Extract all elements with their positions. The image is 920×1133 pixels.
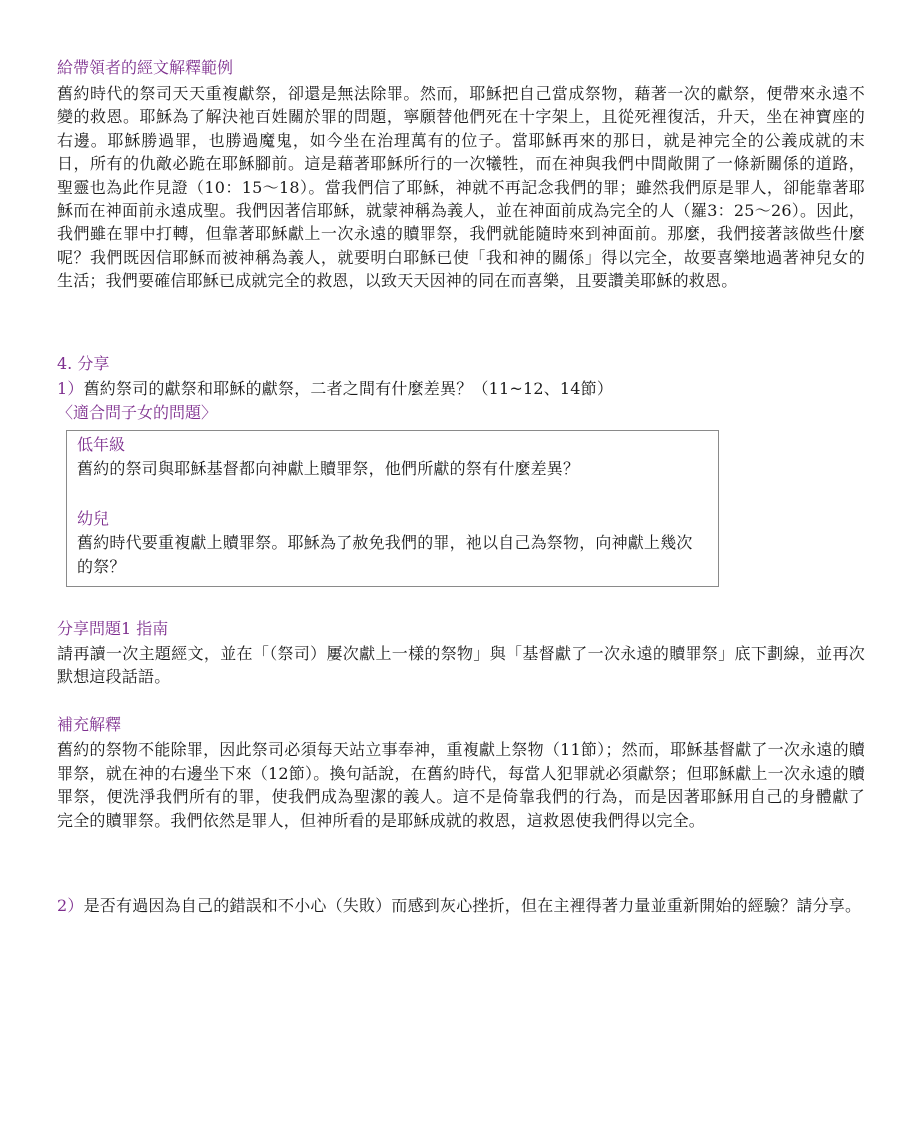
kids-questions-box — [66, 430, 719, 587]
share-guide-body: 請再讀一次主題經文，並在「（祭司）屢次獻上一樣的祭物」與「基督獻了一次永遠的贖罪祭」底下劃線，並再次默想這段話語。 — [57, 643, 865, 687]
share-guide-heading: 分享問題1 指南 — [57, 618, 169, 638]
share-section-heading: 4. 分享 — [57, 353, 110, 373]
young-kids-question: 舊約時代要重複獻上贖罪祭。耶穌為了赦免我們的罪，祂以自己為祭物，向神獻上幾次的祭？ — [77, 532, 693, 576]
older-kids-question: 舊約的祭司與耶穌基督都向神獻上贖罪祭，他們所獻的祭有什麼差異？ — [77, 458, 580, 478]
young-kids-heading: 幼兒 — [77, 508, 110, 528]
question-1-number: 1） — [57, 378, 84, 398]
question-1-text: 舊約祭司的獻祭和耶穌的獻祭，二者之間有什麼差異？（11~12、14節） — [83, 378, 614, 398]
question-2-text: 是否有過因為自己的錯誤和不小心（失敗）而感到灰心挫折，但在主裡得著力量並重新開始的經驗？請分享。 — [83, 896, 862, 916]
leader-explanation-body: 舊約時代的祭司天天重複獻祭，卻還是無法除罪。然而，耶穌把自己當成祭物，藉著一次的獻祭，便帶來永遠不變的救恩。耶穌為了解決祂百姓關於罪的問題，寧願替他們死在十字架上，且從死裡復活，升天，坐在神寶座的右邊。耶穌勝過罪，也勝過魔鬼，如今坐在治理萬有的位子。當耶穌再來的那日，就是神完全的公義成就的末日，所有的仇敵必跪在耶穌腳前。這是藉著耶穌所行的一次犧牲，而在神與我們中間敞開了一條新關係的道路，聖靈也為此作見證（10：15～18）。當我們信了耶穌，神就不再記念我們的罪；雖然我們原是罪人，卻能靠著耶穌而在神面前永遠成聖。我們因著信耶穌，就蒙神稱為義人，並在神面前成為完全的人（羅3：25～26）。因此，我們雖在罪中打轉，但靠著耶穌獻上一次永遠的贖罪祭，我們就能隨時來到神面前。那麼，我們接著該做些什麼呢？我們既因信耶穌而被神稱為義人，就要明白耶穌已使「我和神的關係」得以完全，故要喜樂地過著神兒女的生活；我們要確信耶穌已成就完全的救恩，以致天天因神的同在而喜樂，且要讚美耶穌的救恩。 — [57, 84, 865, 291]
share-question-1 — [57, 377, 865, 401]
share-question-2 — [57, 894, 865, 917]
older-kids-heading: 低年級 — [77, 434, 126, 454]
kids-questions-label: 〈適合問子女的問題〉 — [57, 402, 218, 422]
supplement-body: 舊約的祭物不能除罪，因此祭司必須每天站立事奉神，重複獻上祭物（11節）；然而，耶穌基督獻了一次永遠的贖罪祭，就在神的右邊坐下來（12節）。換句話說，在舊約時代，每當人犯罪就必須獻祭；但耶穌獻上一次永遠的贖罪祭，便洗淨我們所有的罪，使我們成為聖潔的義人。這不是倚靠我們的行為，而是因著耶穌用自己的身體獻了完全的贖罪祭。我們依然是罪人，但神所看的是耶穌成就的救恩，這救恩使我們得以完全。 — [57, 740, 865, 830]
document-page — [57, 58, 865, 918]
question-2-number: 2） — [57, 896, 84, 916]
leader-explanation-heading: 給帶領者的經文解釋範例 — [57, 58, 234, 77]
supplement-heading: 補充解釋 — [57, 715, 122, 735]
